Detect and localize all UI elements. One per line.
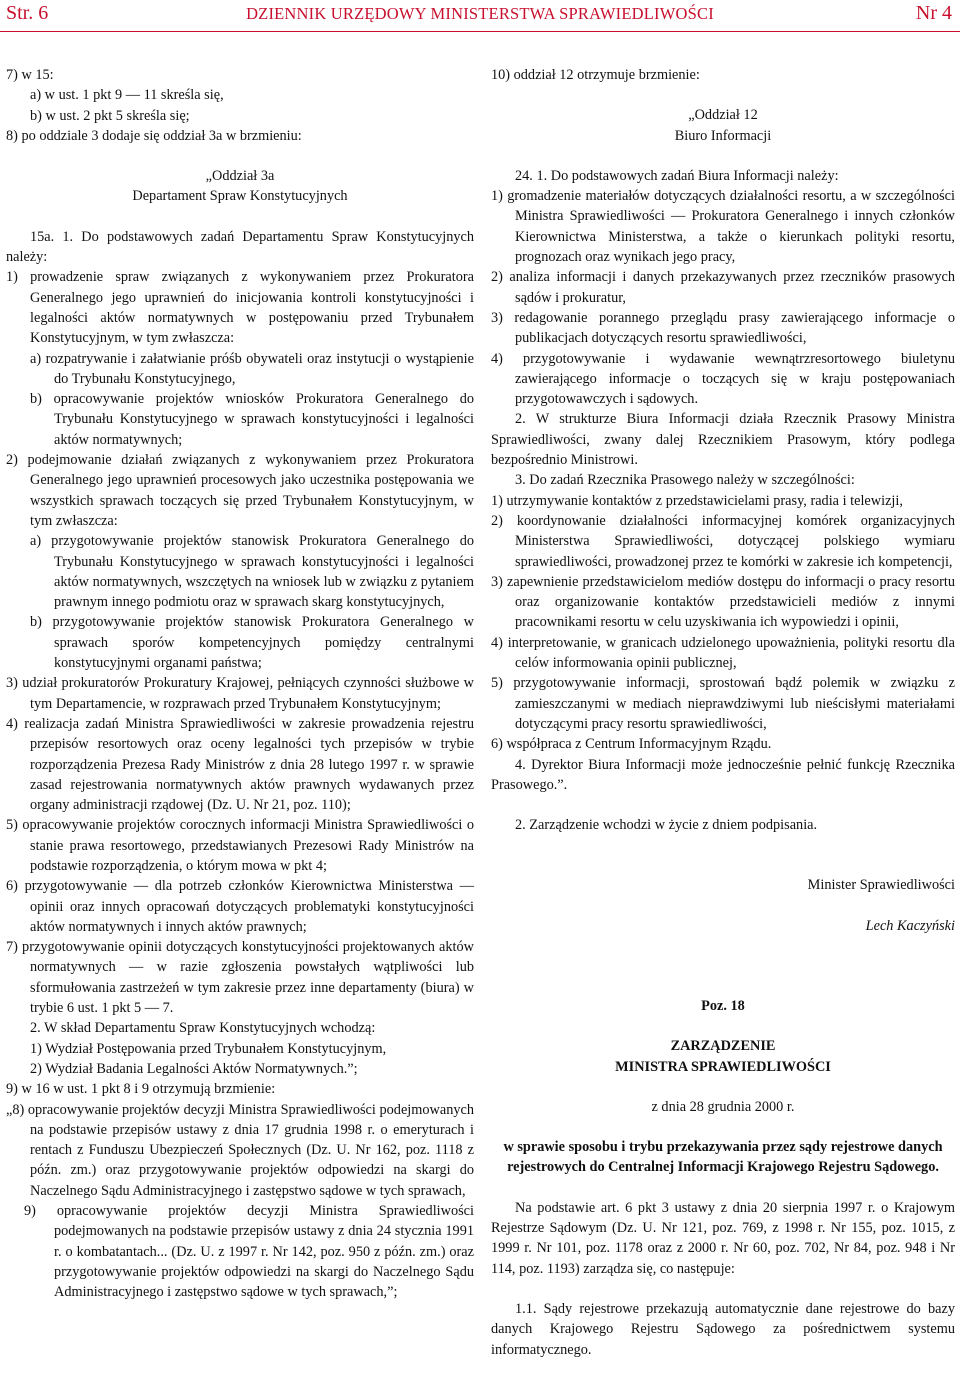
signatory-name: Lech Kaczyński xyxy=(865,917,955,934)
list-item: a) przygotowywanie projektów stanowisk Prokuratora Generalnego do Trybunału Konstytucyjnego w sprawach konstytucyjności i legalności aktów normatywnych, wszczętych na wniosek lub w związku z pytaniem prawnym innego podmiotu oraz w sprawach skarg konstytucyjnych, xyxy=(30,533,474,611)
list-item: b) przygotowywanie projektów stanowisk Prokuratora Generalnego w sprawach sporów kompetencyjnych pomiędzy centralnymi konstytucyjnymi organami państwa; xyxy=(30,614,474,672)
list-item: 3) zapewnienie przedstawicielom mediów dostępu do informacji o pracy resortu oraz organizowanie kontaktów przedstawicieli mediów z innymi pracownikami resortu w celu uzyskiwania ich wypowiedzi i opinii, xyxy=(491,573,955,631)
list-item: 4) realizacja zadań Ministra Sprawiedliwości w zakresie prowadzenia rejestru przepisów resortowych oraz oceny legalności tych przepisów w trybie rozporządzenia Prezesa Rady Ministrów z dnia 28 lutego 1997 r. w sprawie zasad rejestrowania normatywnych aktów prawnych wydawanych przez organy administracji rządowej (Dz. U. Nr 21, poz. 110); xyxy=(6,715,474,814)
list-item: a) rozpatrywanie i załatwianie próśb obywateli oraz instytucji o wystąpienie do Trybunału Konstytucyjnego, xyxy=(30,350,474,387)
signatory-title: Minister Sprawiedliwości xyxy=(807,877,955,894)
list-item: 5) przygotowywanie informacji, sprostowań bądź polemik w związku z zamieszczanymi w mediach nieprawdziwymi lub nieścisłymi materiałami dotyczącymi pracy resortu sprawiedliwości, xyxy=(491,675,955,732)
header-rule xyxy=(0,31,960,32)
list-item: 2) analiza informacji i danych przekazywanych przez rzeczników prasowych sądów i prokuratur, xyxy=(491,269,955,306)
list-item: „8) opracowywanie projektów decyzji Ministra Sprawiedliwości podejmowanych na podstawie przepisów ustawy z dnia 17 grudnia 1998 r. o emeryturach i rentach z Funduszu Ubezpieczeń Społecznych (Dz. U. Nr 162, poz. 1118 z późn. zm.) oraz przygotowywanie projektów odpowiedzi na skargi do Naczelnego Sądu Administracyjnego i zastępstwo sądowe w tych sprawach, xyxy=(6,1101,474,1199)
act-type: ZARZĄDZENIE xyxy=(670,1038,776,1055)
item-8: 8) po oddziale 3 dodaje się oddział 3a w brzmieniu: xyxy=(6,127,302,144)
list-item: 4) interpretowanie, w granicach udzielonego upoważnienia, polityki resortu dla celów informowania opinii publicznej, xyxy=(491,634,955,672)
page-number: Str. 6 xyxy=(6,2,49,24)
list-item: 2) podejmowanie działań związanych z wykonywaniem przez Prokuratora Generalnego jego uprawnień procesowych jako uczestnika postępowania we wszystkich sprawach toczących się przed Trybunałem Konstytucyjnym, w tym zwłaszcza: xyxy=(6,452,474,529)
paragraph: 2. W skład Departamentu Spraw Konstytucyjnych wchodzą: xyxy=(30,1020,376,1037)
list-item: 9) opracowywanie projektów decyzji Ministra Sprawiedliwości podejmowanych na podstawie przepisów ustawy z dnia 24 stycznia 1991 r. o kombatantach... (Dz. U. z 1997 r. Nr 142, poz. 950 z późn. zm.) oraz przygotowywanie projektów odpowiedzi na skargi do Naczelnego Sądu Administracyjnego i zastępstwo sądowe w tych sprawach,”; xyxy=(24,1203,474,1301)
paragraph: 3. Do zadań Rzecznika Prasowego należy w szczególności: xyxy=(515,472,855,489)
journal-title: DZIENNIK URZĘDOWY MINISTERSTWA SPRAWIEDLIWOŚCI xyxy=(246,4,714,23)
list-item: 6) przygotowywanie — dla potrzeb członków Kierownictwa Ministerstwa — opinii oraz innych opracowań dotyczących problematyki konstytucyjności aktów normatywnych i innych aktów prawnych; xyxy=(6,878,474,935)
left-column xyxy=(6,65,474,1303)
item-10: 10) oddział 12 otrzymuje brzmienie: xyxy=(491,67,700,83)
list-item: 1) gromadzenie materiałów dotyczących działalności resortu, a w szczególności Ministra Sprawiedliwości — Prokuratora Generalnego i innych członków Kierownictwa Ministerstwa, a także o kierunkach polityki resortu, prognozach oraz wynikach jego pracy, xyxy=(491,188,955,266)
issue-number: Nr 4 xyxy=(915,2,952,24)
item-7: 7) w 15: xyxy=(6,67,54,83)
item-7b: b) w ust. 2 pkt 5 skreśla się; xyxy=(30,107,190,124)
act-title: w sprawie sposobu i trybu przekazywania przez sądy rejestrowe danych rejestrowych do Centralnej Informacji Krajowego Rejestru Sądowego. xyxy=(503,1139,943,1176)
list-item: 3) redagowanie porannego przeglądu prasy zawierającego informacje o publikacjach dotyczących resortu sprawiedliwości, xyxy=(491,309,955,347)
page-header xyxy=(0,0,960,27)
act-date: z dnia 28 grudnia 2000 r. xyxy=(651,1098,795,1115)
paragraph-2: 2. Zarządzenie wchodzi w życie z dniem podpisania. xyxy=(515,817,818,834)
item-7a: a) w ust. 1 pkt 9 — 11 skreśla się, xyxy=(30,87,224,104)
list-item: 2) Wydział Badania Legalności Aktów Normatywnych.”; xyxy=(30,1060,358,1077)
list-item: 5) opracowywanie projektów corocznych informacji Ministra Sprawiedliwości o stanie prawa resortowego, przedstawianych Prezesowi Rady Ministrów na podstawie rozporządzenia, o którym mowa w pkt 4; xyxy=(6,817,474,874)
list-item: 3) udział prokuratorów Prokuratury Krajowej, pełniących czynności służbowe w tym Departamencie, w rozprawach przed Trybunałem Konstytucyjnym; xyxy=(6,675,474,712)
right-column xyxy=(491,65,955,1360)
list-item: b) opracowywanie projektów wniosków Prokuratora Generalnego do Trybunału Konstytucyjnego w sprawach konstytucyjności i legalności aktów normatywnych; xyxy=(30,391,474,448)
section-subheading: Biuro Informacji xyxy=(674,127,772,144)
list-item: 4) przygotowywanie i wydawanie wewnątrzresortowego biuletynu zawierającego informacje o toczących się w kraju postępowaniach przygotowawczych i sądowych. xyxy=(491,350,955,408)
section-heading: „Oddział 12 xyxy=(688,107,758,124)
act-paragraph-1: 1.1. Sądy rejestrowe przekazują automatycznie dane rejestrowe do bazy danych Krajowego Rejestru Sądowego za pośrednictwem systemu informatycznego. xyxy=(491,1300,955,1358)
paragraph: 2. W strukturze Biura Informacji działa Rzecznik Prasowy Ministra Sprawiedliwości, zwany dalej Rzecznikiem Prasowym, który podlega bezpośrednio Ministrowi. xyxy=(491,411,955,469)
paragraph: 4. Dyrektor Biura Informacji może jednocześnie pełnić funkcję Rzecznika Prasowego.”. xyxy=(491,756,955,793)
list-item: 6) współpraca z Centrum Informacyjnym Rządu. xyxy=(491,736,772,753)
list-item: 1) Wydział Postępowania przed Trybunałem Konstytucyjnym, xyxy=(30,1040,387,1057)
section-heading: „Oddział 3a xyxy=(205,168,275,185)
list-item: 7) przygotowywanie opinii dotyczących konstytucyjności projektowanych aktów normatywnych — w razie zgłoszenia powstałych wątpliwości lub sformułowania zastrzeżeń w tym zakresie przez inne departamenty (biura) w trybie 6 ust. 1 pkt 5 — 7. xyxy=(6,939,474,1017)
act-issuer: MINISTRA SPRAWIEDLIWOŚCI xyxy=(615,1058,831,1075)
list-item: 1) prowadzenie spraw związanych z wykonywaniem przez Prokuratora Generalnego jego uprawnień do inicjowania kontroli konstytucyjności i legalności aktów normatywnych w postępowaniu przed Trybunałem Konstytucyjnym, w tym zwłaszcza: xyxy=(6,269,474,347)
paragraph-24: 24. 1. Do podstawowych zadań Biura Informacji należy: xyxy=(515,167,839,184)
paragraph-15a: 15a. 1. Do podstawowych zadań Departamentu Spraw Konstytucyjnych należy: xyxy=(6,228,474,266)
list-item: 1) utrzymywanie kontaktów z przedstawicielami prasy, radia i telewizji, xyxy=(491,492,903,509)
section-subheading: Departament Spraw Konstytucyjnych xyxy=(132,188,348,205)
list-item: 2) koordynowanie działalności informacyjnej komórek organizacyjnych Ministerstwa Sprawiedliwości, dotyczącej polskiego wymiaru sprawiedliwości, prowadzonej przez te komórki w zakresie ich kompetencji, xyxy=(491,512,955,570)
act-preamble: Na podstawie art. 6 pkt 3 ustawy z dnia 20 sierpnia 1997 r. o Krajowym Rejestrze Sądowym (Dz. U. Nr 121, poz. 769, z 1998 r. Nr 155, poz. 1015, z 1999 r. Nr 101, poz. 1178 oraz z 2000 r. Nr 60, poz. 702, Nr 84, poz. 948 i Nr 114, poz. 1193) zarządza się, co następuje: xyxy=(491,1199,955,1277)
item-9: 9) w 16 w ust. 1 pkt 8 i 9 otrzymują brzmienie: xyxy=(6,1081,276,1098)
position-number: Poz. 18 xyxy=(701,997,745,1014)
